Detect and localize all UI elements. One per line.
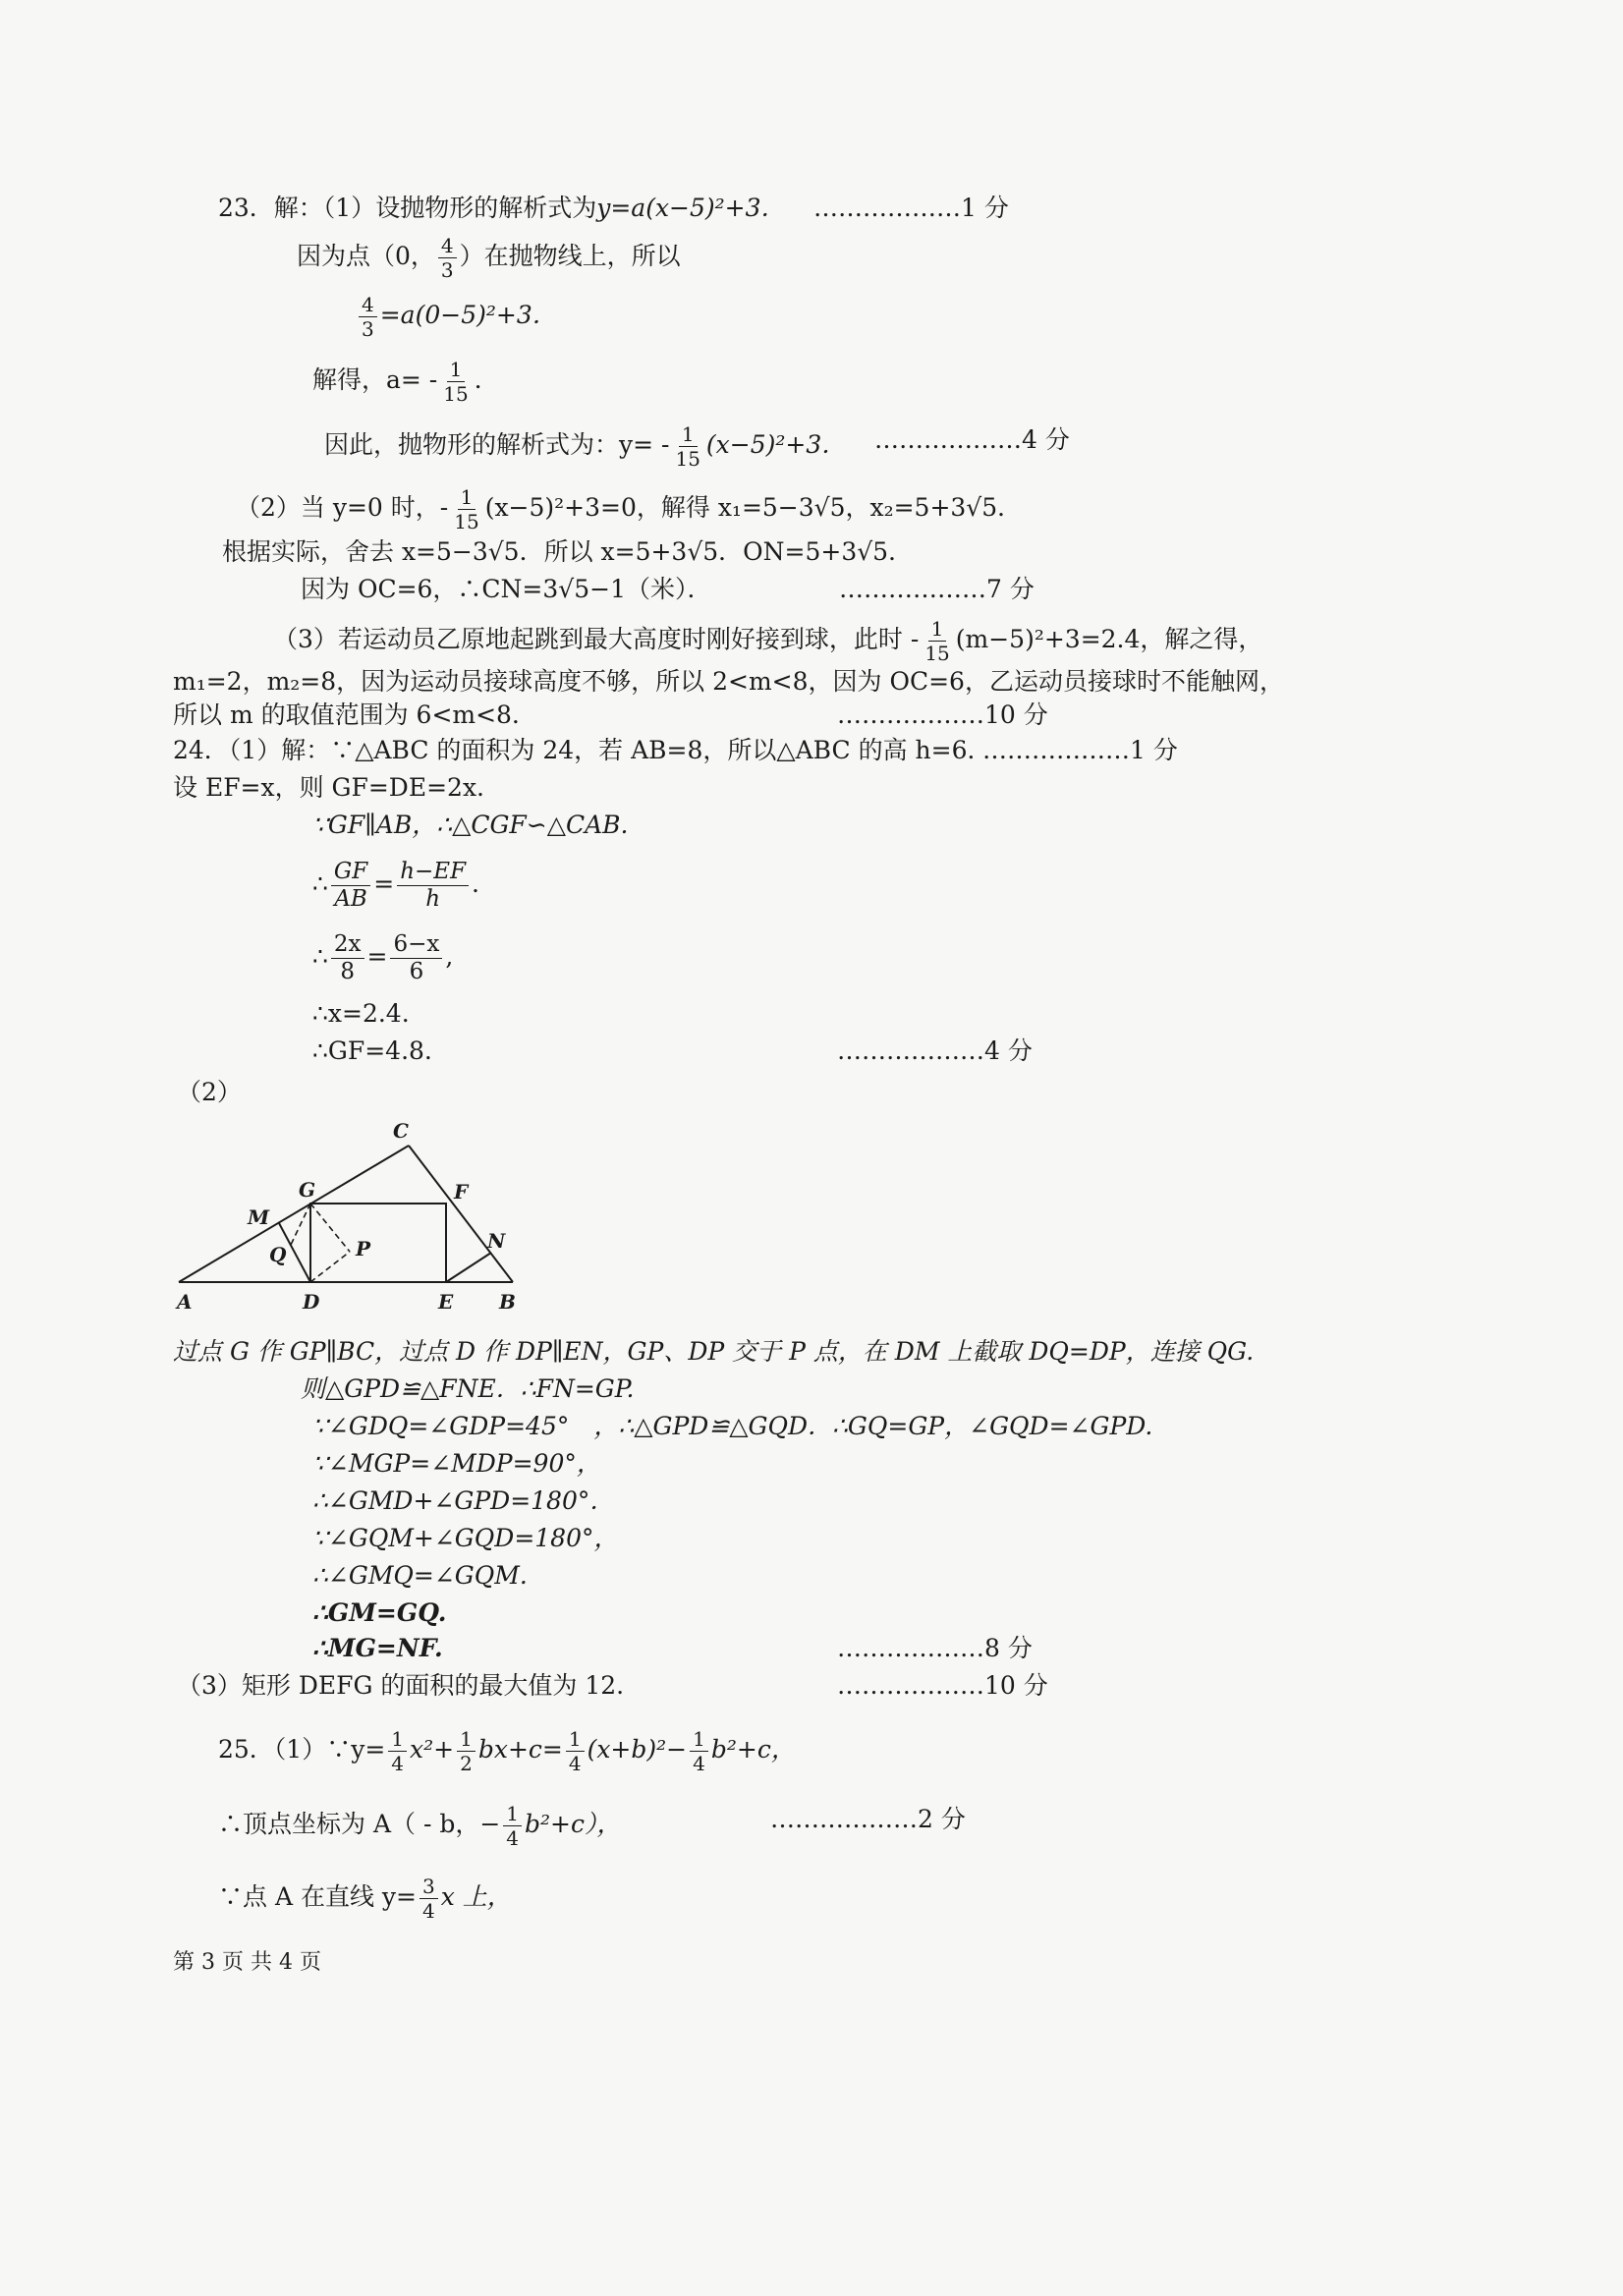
p24-line9	[173, 1336, 1254, 1368]
numerator: 4	[359, 295, 377, 317]
p24-score4: ………………10 分	[837, 1671, 1048, 1700]
p23-line10: m₁=2，m₂=8，因为运动员接球高度不够，所以 2<m<8，因为 OC=6，乙运动员接球时不能触网，	[173, 667, 1284, 696]
text: ∵点 A 在直线 y=	[218, 1882, 417, 1911]
text: 则△GPD≌△FNE．∴FN=GP.	[301, 1374, 635, 1403]
numerator: 1	[566, 1729, 585, 1752]
text: ∴∠GMD+∠GPD=180°．	[312, 1486, 615, 1515]
text: ∴GM=GQ.	[312, 1598, 447, 1627]
numerator: 1	[690, 1729, 708, 1752]
p24-line14	[312, 1523, 619, 1554]
term: b²+c），	[525, 1810, 622, 1838]
line-BC	[409, 1146, 513, 1282]
denominator: 2	[460, 1752, 473, 1775]
fraction	[672, 424, 702, 469]
term: x 上，	[440, 1882, 512, 1911]
p23-line6	[236, 487, 1022, 532]
p24-line10	[301, 1373, 634, 1405]
denominator: 4	[391, 1752, 405, 1775]
p23-score2: ………………4 分	[874, 425, 1070, 454]
text: ∴∠GMQ=∠GQM.	[312, 1561, 528, 1590]
p23-line1	[218, 193, 786, 224]
denominator: 15	[924, 642, 950, 665]
numerator: 1	[503, 1804, 522, 1826]
numerator: 2x	[331, 933, 364, 959]
p24-line2: 设 EF=x，则 GF=DE=2x.	[173, 773, 484, 802]
numerator: 3	[420, 1876, 438, 1899]
p23-line2	[297, 236, 681, 280]
p24-line3	[312, 810, 628, 841]
p23-line3	[356, 295, 557, 339]
label-F: F	[454, 1180, 469, 1204]
p24-score3: ………………8 分	[837, 1634, 1033, 1662]
p25-line3	[218, 1876, 512, 1921]
text: 过点 G 作 GP∥BC，过点 D 作 DP∥EN，GP、DP 交于 P 点，在 DM 上截取 DQ=DP，连接 QG.	[173, 1337, 1255, 1366]
p23-score4: ………………10 分	[837, 700, 1048, 729]
denominator: 6	[409, 959, 424, 984]
text: ∴顶点坐标为 A（ - b，−	[218, 1810, 501, 1838]
numerator: 1	[679, 424, 698, 447]
fraction	[922, 619, 952, 663]
p24-line5	[312, 933, 453, 983]
p24-line13	[312, 1485, 614, 1517]
numerator: 1	[457, 1729, 476, 1752]
text: ∵∠GQM+∠GQD=180°，	[312, 1524, 619, 1552]
text: ．	[474, 365, 499, 394]
label-M: M	[248, 1205, 270, 1229]
denominator: 8	[340, 959, 356, 984]
denominator: h	[425, 886, 441, 912]
text: （2）当 y=0 时，-	[236, 493, 449, 522]
fraction	[438, 236, 457, 280]
label-Q: Q	[269, 1243, 287, 1266]
numerator: 1	[388, 1729, 407, 1752]
p23-score3: ………………7 分	[839, 575, 1035, 603]
label-D: D	[303, 1290, 320, 1314]
label-B: B	[499, 1290, 516, 1314]
denominator: 4	[693, 1752, 705, 1775]
denominator: 3	[362, 317, 374, 341]
denominator: 3	[440, 258, 454, 282]
denominator: AB	[334, 886, 367, 912]
label-C: C	[393, 1120, 409, 1143]
p25-line1	[218, 1729, 796, 1773]
label-A: A	[177, 1290, 193, 1314]
text: (x−5)²+3=0，解得 x₁=5−3√5，x₂=5+3√5．	[484, 493, 1023, 522]
rectangle-DEFG	[310, 1204, 446, 1282]
therefore-symbol: ∴	[312, 942, 328, 971]
dashed-DP	[310, 1252, 350, 1282]
text: 25．（1）∵y=	[218, 1735, 386, 1764]
p23-line5	[324, 424, 846, 469]
equation: ∵GF∥AB，∴△CGF∽△CAB.	[312, 811, 629, 839]
p24-line11	[312, 1411, 1152, 1442]
label-G: G	[299, 1178, 316, 1202]
fraction	[331, 933, 364, 983]
term: b²+c，	[710, 1735, 796, 1764]
label-N: N	[487, 1229, 506, 1253]
denominator: 4	[568, 1752, 582, 1775]
p23-line9	[273, 619, 1262, 663]
text: 因此，抛物形的解析式为：y= -	[324, 430, 670, 459]
numerator: 1	[928, 619, 947, 642]
equals: =	[373, 869, 395, 898]
p24-line12	[312, 1448, 601, 1480]
fraction	[388, 1729, 407, 1773]
page-footer: 第 3 页 共 4 页	[173, 1950, 321, 1975]
fraction	[420, 1876, 438, 1921]
denominator: 15	[454, 510, 479, 533]
text: （3）若运动员乙原地起跳到最大高度时刚好接到球，此时 -	[273, 625, 920, 653]
numerator: GF	[331, 861, 370, 886]
equals: =	[366, 942, 388, 971]
p24-score2: ………………4 分	[837, 1036, 1033, 1065]
p24-line1: 24．（1）解：∵△ABC 的面积为 24，若 AB=8，所以△ABC 的高 h=6．	[173, 736, 992, 764]
fraction	[451, 487, 481, 532]
text: 因为点（0，	[297, 242, 435, 270]
numerator: 1	[447, 360, 466, 382]
denominator: 15	[675, 447, 700, 471]
denominator: 15	[443, 382, 469, 406]
p23-line11: 所以 m 的取值范围为 6<m<8．	[173, 700, 536, 729]
p23-score1: ………………1 分	[813, 194, 1009, 222]
p24-score1: ………………1 分	[982, 736, 1178, 764]
text: ∴MG=NF.	[312, 1634, 443, 1662]
p24-line17	[312, 1633, 443, 1664]
p23-line4	[312, 360, 499, 404]
text: ∵∠GDQ=∠GDP=45° ，∴△GPD≌△GQD．∴GQ=GP，∠GQD=∠GPD.	[312, 1412, 1153, 1440]
p24-line8: （2）	[177, 1078, 242, 1106]
equation: (x−5)²+3．	[705, 430, 847, 459]
fraction	[397, 861, 469, 911]
fraction	[440, 360, 471, 404]
term: x²+	[410, 1735, 455, 1764]
p23-line8: 因为 OC=6，∴CN=3√5−1（米）．	[301, 575, 712, 603]
term: bx+c=	[477, 1735, 563, 1764]
geometry-figure	[167, 1120, 531, 1316]
text: ∵∠MGP=∠MDP=90°，	[312, 1449, 601, 1478]
p24-line6: ∴x=2.4.	[312, 999, 410, 1028]
numerator: h−EF	[397, 861, 469, 886]
period: .	[472, 869, 479, 898]
p24-line4	[312, 861, 479, 911]
text: 23．解：（1）设抛物形的解析式为	[218, 194, 597, 222]
numerator: 4	[438, 236, 457, 258]
p24-line7: ∴GF=4.8.	[312, 1036, 432, 1065]
line-EN	[446, 1253, 491, 1282]
fraction	[331, 861, 370, 911]
p24-line15	[312, 1560, 528, 1592]
dashed-GP	[310, 1204, 350, 1252]
p23-line7: 根据实际，舍去 x=5−3√5．所以 x=5+3√5．ON=5+3√5．	[222, 537, 914, 566]
p25-line2	[218, 1804, 622, 1848]
equation: y=a(x−5)²+3．	[596, 194, 786, 222]
denominator: 4	[421, 1899, 435, 1923]
therefore-symbol: ∴	[312, 869, 328, 898]
text: ）在抛物线上，所以	[459, 242, 681, 270]
text: (m−5)²+3=2.4，解之得，	[955, 625, 1263, 653]
fraction	[566, 1729, 585, 1773]
fraction	[690, 1729, 708, 1773]
term: (x+b)²−	[587, 1735, 688, 1764]
label-E: E	[438, 1290, 454, 1314]
fraction	[390, 933, 442, 983]
fraction	[457, 1729, 476, 1773]
text: 解得，a= -	[312, 365, 438, 394]
numerator: 6−x	[390, 933, 442, 959]
fraction	[503, 1804, 522, 1848]
p25-score1: ………………2 分	[770, 1805, 966, 1833]
label-P: P	[356, 1237, 371, 1260]
denominator: 4	[506, 1826, 520, 1850]
equation: =a(0−5)²+3．	[379, 301, 557, 329]
p24-line18: （3）矩形 DEFG 的面积的最大值为 12.	[177, 1671, 625, 1700]
line-AC	[179, 1146, 409, 1282]
fraction	[359, 295, 377, 339]
numerator: 1	[458, 487, 476, 510]
comma: ,	[445, 942, 454, 971]
p24-line16	[312, 1597, 446, 1629]
